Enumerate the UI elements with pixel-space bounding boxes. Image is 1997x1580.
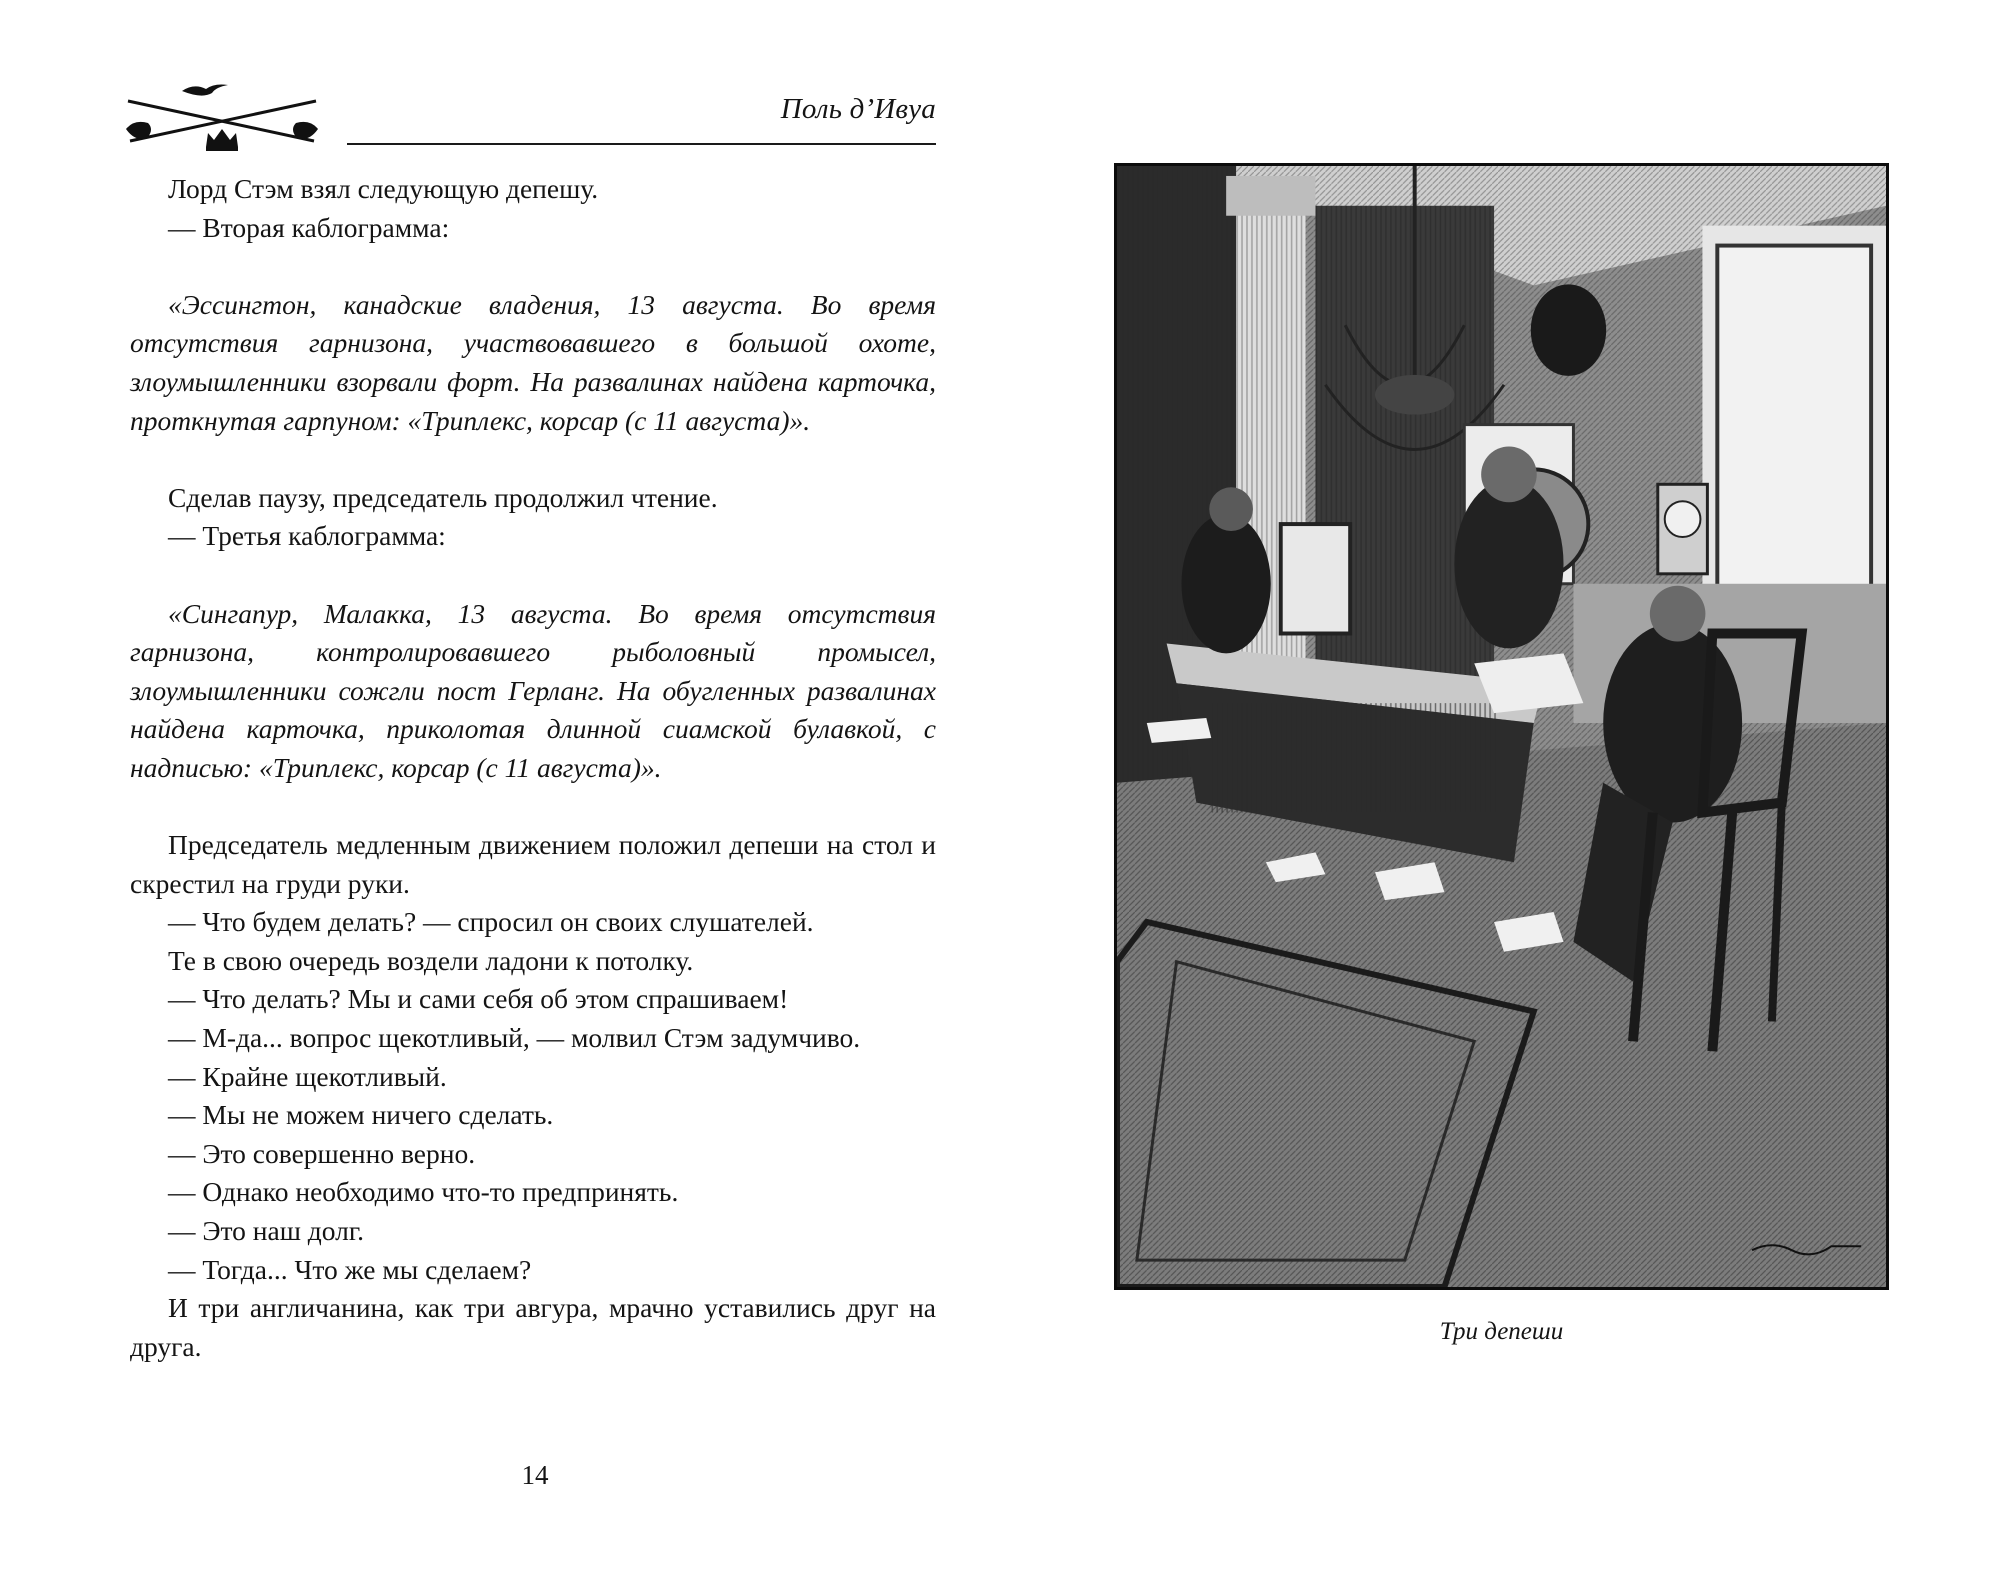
text-paragraph: — Вторая каблограмма: bbox=[168, 211, 450, 243]
office-scene-engraving bbox=[1117, 166, 1886, 1287]
text-paragraph: Председатель медленным движением положил депеши на стол и скрестил на груди руки. bbox=[130, 829, 936, 899]
running-header-author: Поль д’Ивуа bbox=[780, 93, 936, 125]
header-rule bbox=[347, 143, 936, 145]
text-paragraph: — Это совершенно верно. bbox=[168, 1137, 476, 1169]
text-paragraph: — Мы не можем ничего сделать. bbox=[168, 1099, 554, 1131]
right-page bbox=[1000, 0, 1997, 1580]
text-paragraph: — Это наш долг. bbox=[168, 1215, 364, 1247]
illustration-caption: Три депеши bbox=[1439, 1318, 1564, 1345]
crossed-sabers-crown-ornament bbox=[122, 83, 322, 153]
text-paragraph: — Однако необходимо что-то предпринять. bbox=[168, 1176, 679, 1208]
text-paragraph: — Что будем делать? — спросил он своих слушателей. bbox=[168, 906, 814, 938]
page-number: 14 bbox=[521, 1460, 549, 1490]
text-paragraph: Сделав паузу, председатель продолжил чтение. bbox=[168, 481, 718, 513]
engraving-illustration bbox=[1114, 163, 1889, 1290]
text-paragraph: — Третья каблограмма: bbox=[168, 520, 446, 552]
paragraph-gap bbox=[130, 247, 936, 286]
text-paragraph: Те в свою очередь воздели ладони к потолку. bbox=[168, 944, 694, 976]
telegram-quote-paragraph: «Эссингтон, канадские владения, 13 августа. Во время отсутствия гарнизона, участвовавшего в большой охоте, злоумышленники взорвали форт. На развалинах найдена карточка, проткнутая гарпуном: «Триплекс, корсар (с 11 августа)». bbox=[130, 288, 936, 436]
paragraph-gap bbox=[130, 556, 936, 595]
text-paragraph: — М-да... вопрос щекотливый, — молвил Стэм задумчиво. bbox=[168, 1022, 861, 1054]
telegram-quote-paragraph: «Сингапур, Малакка, 13 августа. Во время отсутствия гарнизона, контролировавшего рыболовный промысел, злоумышленники сожгли пост Герланг. На обугленных развалинах найдена карточка, приколотая длинной сиамской булавкой, с надписью: «Триплекс, корсар (с 11 августа)». bbox=[130, 597, 936, 783]
text-paragraph: — Что делать? Мы и сами себя об этом спрашиваем! bbox=[168, 983, 789, 1015]
text-paragraph: — Крайне щекотливый. bbox=[168, 1060, 447, 1092]
text-paragraph: Лорд Стэм взял следующую депешу. bbox=[168, 173, 599, 204]
paragraph-gap bbox=[130, 440, 936, 479]
paragraph-gap bbox=[130, 788, 936, 827]
text-paragraph: — Тогда... Что же мы сделаем? bbox=[168, 1253, 532, 1285]
text-paragraph: И три англичанина, как три авгура, мрачно уставились друг на друга. bbox=[130, 1292, 936, 1362]
body-text bbox=[130, 170, 936, 1366]
